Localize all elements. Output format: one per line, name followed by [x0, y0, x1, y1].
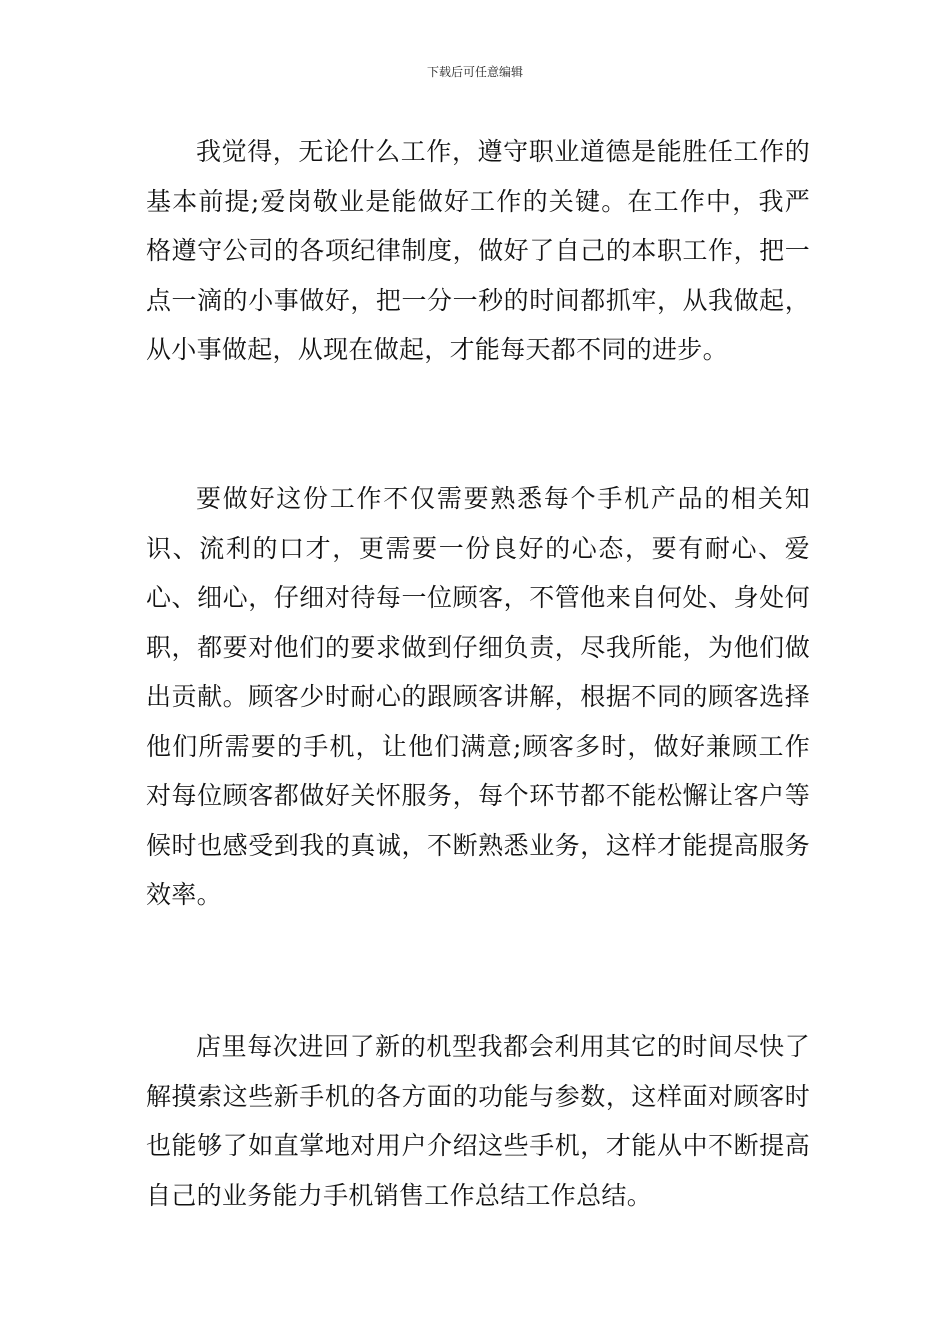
paragraph-text: 店里每次进回了新的机型我都会利用其它的时间尽快了解摸索这些新手机的各方面的功能与参数，这样面对顾客时也能够了如直掌地对用户介绍这些手机，才能从中不断提高自己的业务能力手机销售工作总结工作总结。 — [146, 1032, 810, 1210]
page-header: 下载后可任意编辑 — [426, 65, 523, 79]
paragraph-text: 要做好这份工作不仅需要熟悉每个手机产品的相关知识、流利的口才，更需要一份良好的心态，要有耐心、爱心、细心，仔细对待每一位顾客，不管他来自何处、身处何职，都要对他们的要求做到仔细负责，尽我所能，为他们做出贡献。顾客少时耐心的跟顾客讲解，根据不同的顾客选择他们所需要的手机，让他们满意;顾客多时，做好兼顾工作对每位顾客都做好关怀服务，每个环节都不能松懈让客户等候时也感受到我的真诚，不断熟悉业务，这样才能提高服务效率。 — [146, 484, 810, 909]
paragraph-product-knowledge — [146, 1022, 810, 1220]
paragraph-customer-service — [146, 474, 810, 920]
paragraph-text: 我觉得，无论什么工作，遵守职业道德是能胜任工作的基本前提;爱岗敬业是能做好工作的关键。在工作中，我严格遵守公司的各项纪律制度，做好了自己的本职工作，把一点一滴的小事做好，把一分一秒的时间都抓牢，从我做起，从小事做起，从现在做起，才能每天都不同的进步。 — [146, 137, 810, 364]
paragraph-work-ethics — [146, 127, 810, 375]
